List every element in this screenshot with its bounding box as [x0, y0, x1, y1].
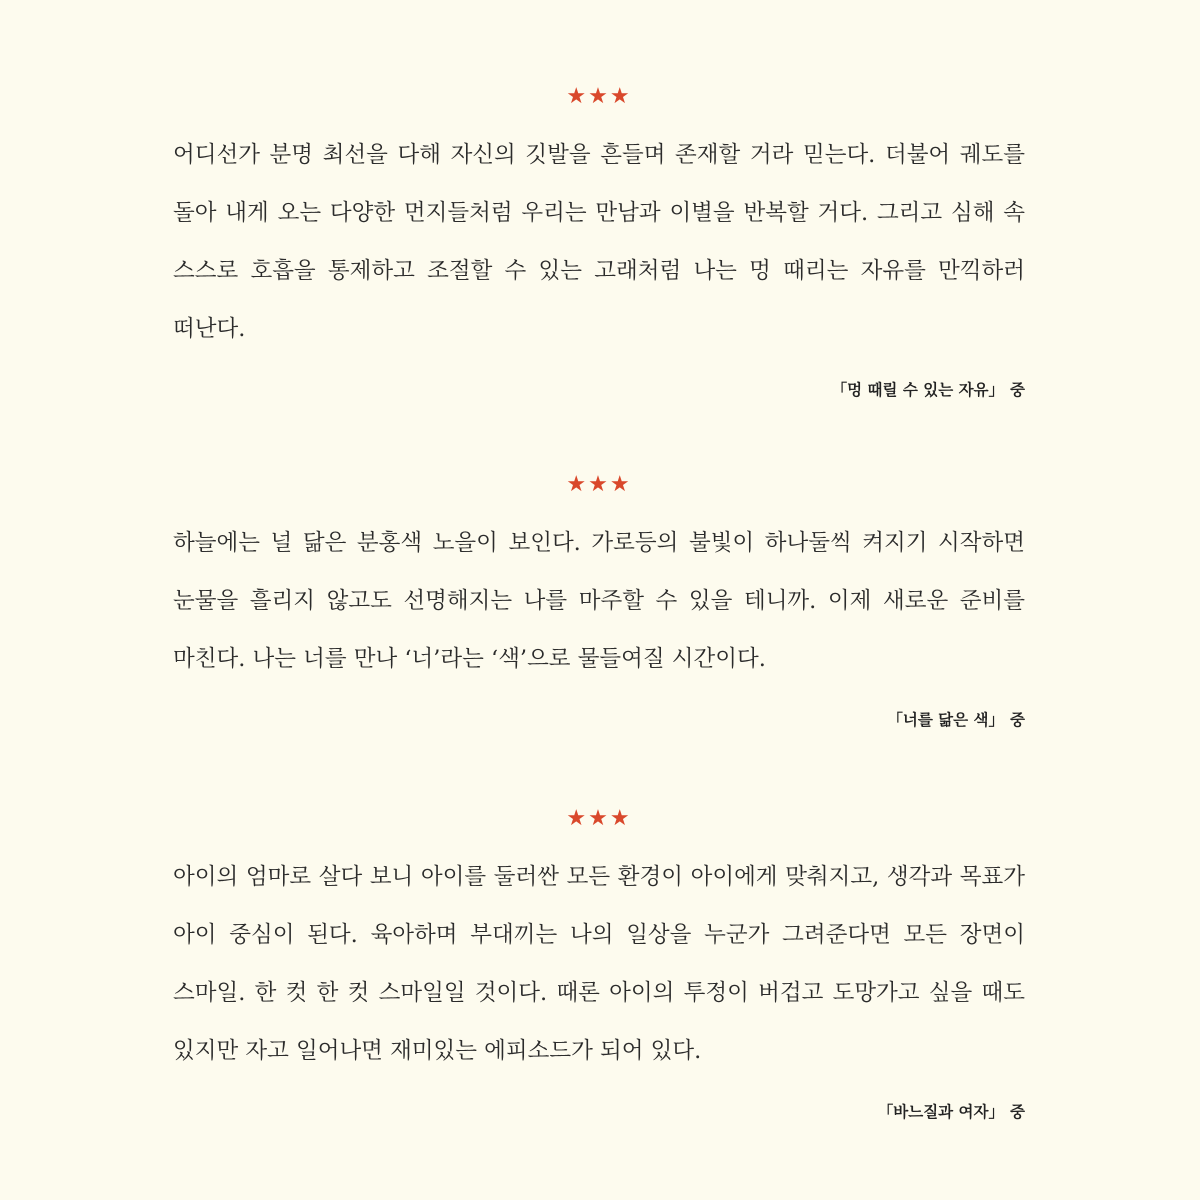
source-suffix: 중: [1010, 1103, 1025, 1121]
excerpt-source: [173, 708, 1025, 732]
source-title: 「너를 닮은 색」: [887, 711, 1005, 729]
excerpt-source: [173, 1100, 1025, 1124]
source-suffix: 중: [1010, 381, 1025, 399]
source-title: 「바느질과 여자」: [877, 1103, 1005, 1121]
excerpt-text: 아이의 엄마로 살다 보니 아이를 둘러싼 모든 환경이 아이에게 맞춰지고, 생각과 목표가 아이 중심이 된다. 육아하며 부대끼는 나의 일상을 누군가 그려준다면 모든 장면이 스마일. 한 컷 한 컷 스마일일 것이다. 때론 아이의 투정이 버겁고 도망가고 싶을 때도 있지만 자고 일어나면 재미있는 에피소드가 되어 있다.: [173, 864, 1025, 1064]
excerpt-text: 하늘에는 널 닮은 분홍색 노을이 보인다. 가로등의 불빛이 하나둘씩 켜지기 시작하면 눈물을 흘리지 않고도 선명해지는 나를 마주할 수 있을 테니까. 이제 새로운 준비를 마친다. 나는 너를 만나 ‘너’라는 ‘색’으로 물들여질 시간이다.: [173, 530, 1025, 672]
excerpt-source: [173, 378, 1025, 402]
excerpt-1: [173, 82, 1025, 402]
star-rating-icon: ★★★: [566, 472, 632, 497]
star-rating-icon: ★★★: [566, 806, 632, 831]
star-rating-icon: ★★★: [566, 84, 632, 109]
source-title: 「멍 때릴 수 있는 자유」: [831, 381, 1005, 399]
source-suffix: 중: [1010, 711, 1025, 729]
excerpt-3: [173, 804, 1025, 1124]
excerpt-2: [173, 470, 1025, 732]
excerpt-text: 어디선가 분명 최선을 다해 자신의 깃발을 흔들며 존재할 거라 믿는다. 더불어 궤도를 돌아 내게 오는 다양한 먼지들처럼 우리는 만남과 이별을 반복할 거다. 그리고 심해 속 스스로 호흡을 통제하고 조절할 수 있는 고래처럼 나는 멍 때리는 자유를 만끽하러 떠난다.: [173, 142, 1025, 342]
